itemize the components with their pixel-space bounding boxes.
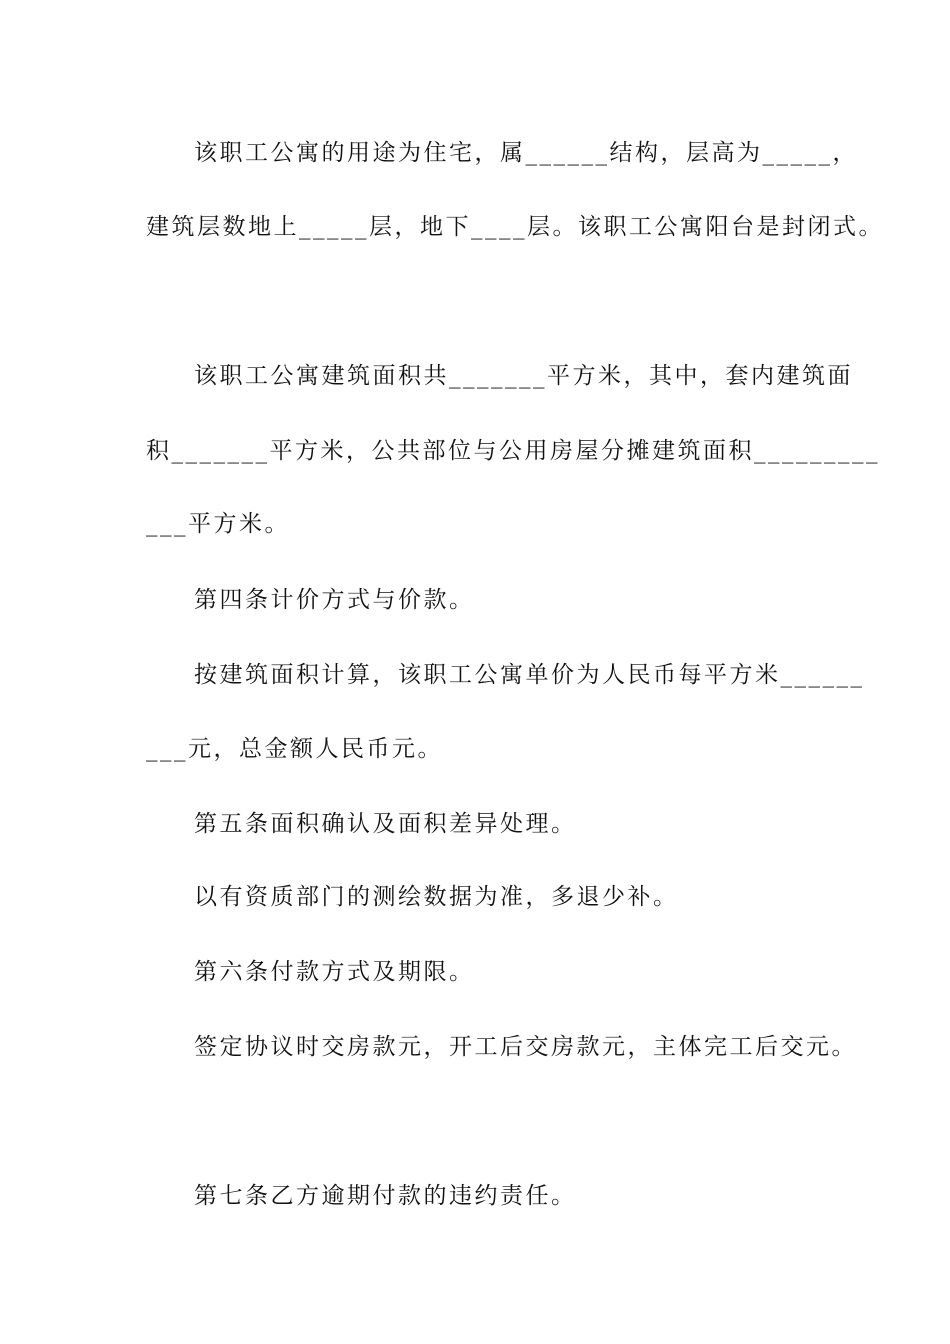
paragraph-line: 积_______平方米，公共部位与公用房屋分摊建筑面积_________ (146, 438, 880, 464)
paragraph-line: ___元，总金额人民币元。 (146, 736, 443, 762)
paragraph-line: 建筑层数地上_____层，地下____层。该职工公寓阳台是封闭式。 (146, 214, 884, 240)
section-heading: 第六条付款方式及期限。 (194, 959, 475, 985)
paragraph-line: 该职工公寓建筑面积共_______平方米，其中，套内建筑面 (194, 363, 853, 389)
paragraph-line: ___平方米。 (146, 511, 290, 537)
section-heading: 第四条计价方式与价款。 (194, 587, 475, 613)
section-heading: 第七条乙方逾期付款的违约责任。 (194, 1183, 577, 1209)
paragraph-line: 该职工公寓的用途为住宅，属______结构，层高为_____， (194, 140, 858, 166)
paragraph-line: 按建筑面积计算，该职工公寓单价为人民币每平方米______ (194, 662, 865, 688)
section-heading: 第五条面积确认及面积差异处理。 (194, 811, 577, 837)
paragraph-line: 签定协议时交房款元，开工后交房款元，主体完工后交元。 (194, 1034, 857, 1060)
paragraph-line: 以有资质部门的测绘数据为准，多退少补。 (194, 884, 679, 910)
